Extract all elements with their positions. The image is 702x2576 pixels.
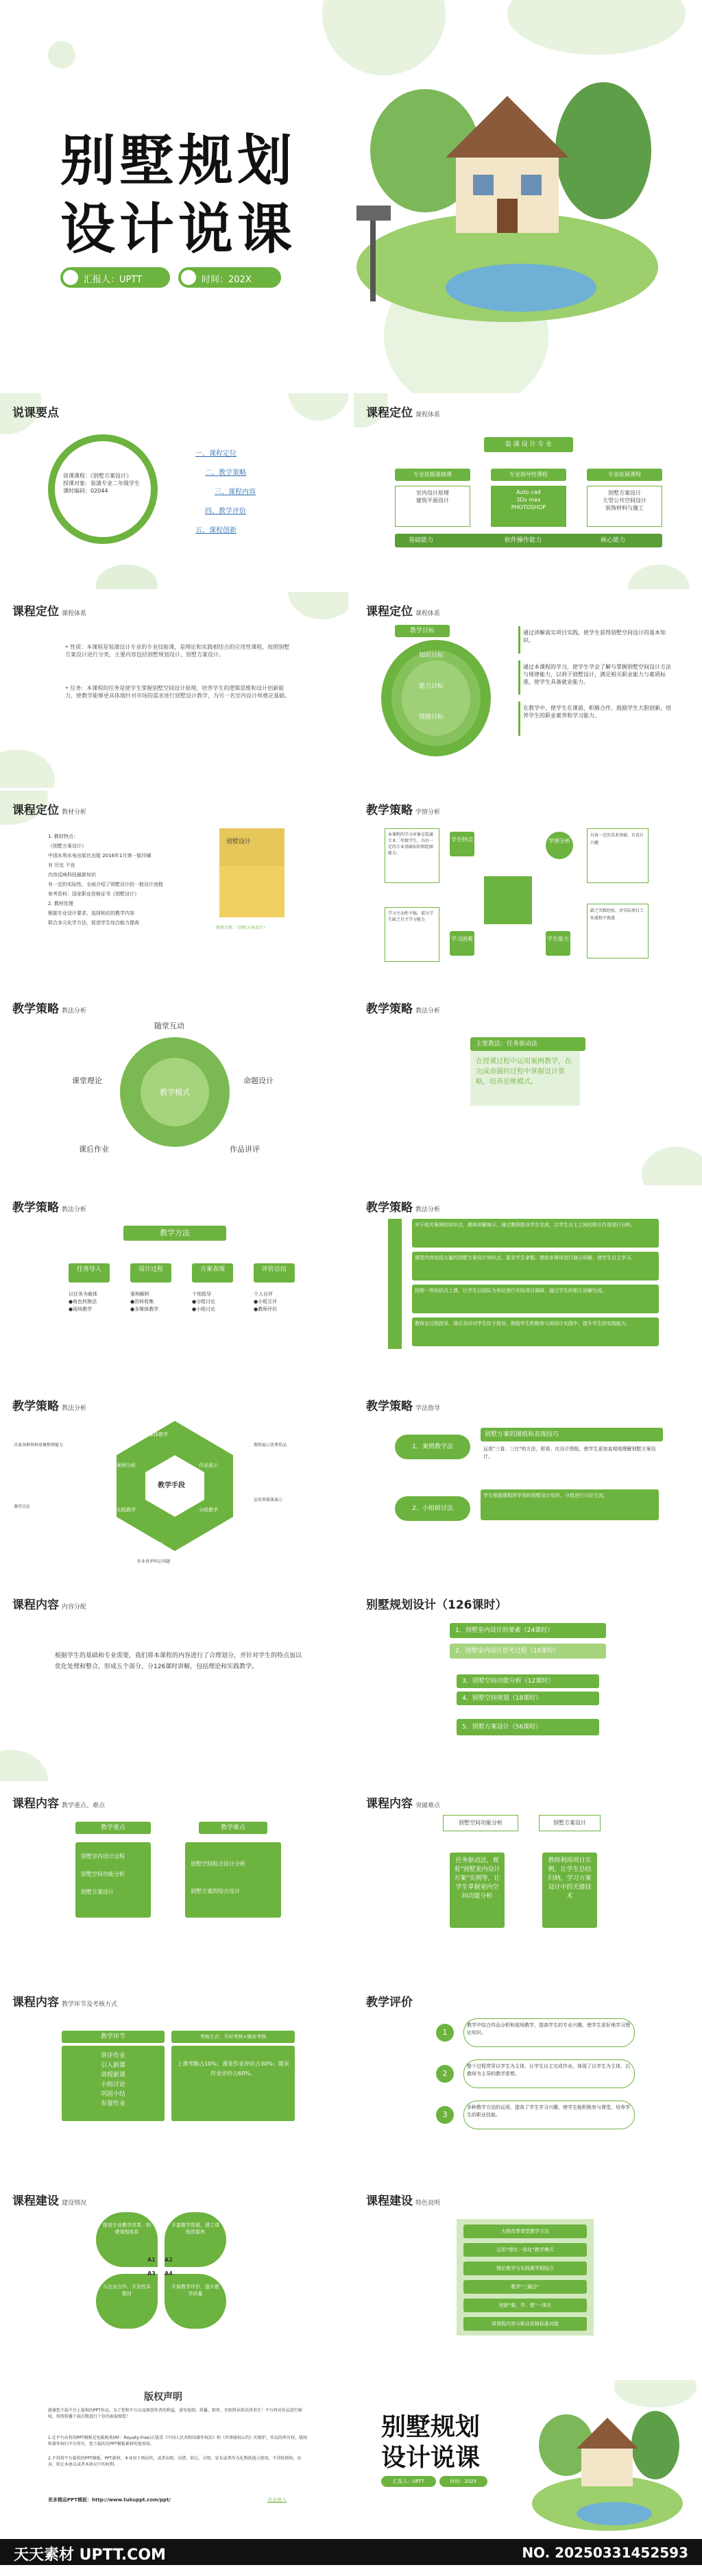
slide-textbook	[0, 791, 348, 987]
nature-text: • 性质：本课程是装潢设计专业的专业技能课，是理论和实践相结合的应用性课程，按照别墅方案设计进行分类，主要内容包括别墅规划设计、别墅方案设计。	[65, 644, 290, 658]
ring-label: 能力目标	[419, 683, 444, 690]
clock-icon	[181, 270, 196, 285]
hex-note: 教师展示优秀作品	[254, 1443, 287, 1448]
hex-center-label: 教学手段	[158, 1482, 185, 1489]
toc-link[interactable]: 四、教学评价	[205, 508, 246, 515]
text-line: 2. 教材处理	[48, 901, 73, 906]
slide-title: 说课要点	[12, 406, 59, 420]
ring-label: 情感目标	[419, 714, 444, 721]
leaf: 与企业合作，开发校本教材	[96, 2274, 158, 2329]
slide-task-driven	[354, 989, 702, 1185]
list-item: 以任务为载体	[69, 1291, 97, 1297]
slide-title: 课程定位 教材分析	[12, 804, 87, 817]
point-item: 别墅空间组合设计分析	[191, 1861, 245, 1867]
method-row: 课堂内容包括大量的别墅方案设计知识点，要求学生掌握。借助多媒体进行演示讲解，使学生自主学习。	[412, 1252, 659, 1280]
point-item: 别墅方案的综合设计	[191, 1888, 240, 1894]
slide-features	[354, 2181, 702, 2377]
method-pill: 1、案例教学法	[395, 1435, 470, 1459]
mode-node: 随堂互动	[154, 1021, 184, 1030]
slide-assessment	[0, 1983, 348, 2179]
col-head: 专业拓展课程	[587, 469, 662, 481]
time-pill	[178, 267, 281, 288]
text-line: 有一定的实际性，全面介绍了别墅设计的一般设计流程	[48, 882, 163, 887]
step-arrow: 方案表现	[192, 1263, 233, 1283]
toc-link[interactable]: 五、课程创新	[195, 527, 237, 534]
feature-row: 将课程内容与职业资格标准对接	[463, 2317, 587, 2331]
hex-part: 作业讲评	[144, 1541, 163, 1547]
method-row: 按照一些知识点上课，让学生以团队为单位进行实际项目调研，通过学生的相互讲解完成。	[412, 1285, 659, 1313]
slide-title: 课程建设 特色说明	[366, 2194, 441, 2208]
slide-course-system	[354, 393, 702, 589]
info-line: 课时编码：02044	[63, 488, 108, 494]
slide-title: 课程定位 课程体系	[366, 406, 441, 420]
end-title-2: 设计说课	[381, 2444, 481, 2472]
step-arrow: 评价总结	[254, 1263, 295, 1283]
point-item: 别墅方案设计	[81, 1889, 114, 1895]
breakthrough-text: 任务驱动法，观看"别墅室内设计方案"实例等，让学生掌握室内空间功能分析	[450, 1853, 505, 1928]
deco-circle	[642, 1147, 702, 1185]
list-item: ●小组互评	[254, 1299, 278, 1304]
text-line: 1. 教材特点：	[48, 834, 78, 839]
slide-method-detail	[354, 1188, 702, 1384]
breakthrough-text: 教师利用项目实例，让学生总结归纳，学习方案设计中的关键技术	[542, 1853, 597, 1928]
toc-link[interactable]: 一、课程定位	[195, 450, 237, 458]
text-line: 中国水利水电出版社出版 2016年1月第一版印刷	[48, 853, 152, 858]
analysis-note: 缺乏实践经验，对实际项目工作流程不熟悉	[587, 904, 649, 958]
deco-circle	[96, 565, 158, 589]
leaf-code: A2	[165, 2257, 173, 2263]
list-item: ●分组讨论	[192, 1299, 216, 1304]
col-head: 考核方式：平时考核+期末考核	[171, 2031, 295, 2043]
col-head: 专业依据基础课	[395, 469, 470, 481]
slide-title: 教学策略 教法分析	[366, 1002, 441, 1016]
deco-circle	[48, 41, 75, 69]
point-item: 别墅空间功能分析	[81, 1871, 125, 1877]
col-head: 教学环节	[62, 2031, 165, 2043]
text-line: 联合多元化学方法，促进学生综合能力提高	[48, 920, 139, 926]
hours-item: 5、别墅方案设计（56课时）	[457, 1719, 599, 1735]
col-head: 别墅方案设计	[539, 1815, 601, 1831]
leaf-code: A3	[147, 2270, 156, 2277]
slide-learner-analysis	[354, 791, 702, 987]
center-tile: 学习困难	[450, 931, 474, 956]
feature-row: 运用"理实一体化"教学模式	[463, 2243, 587, 2257]
cover-title-1: 别墅规划	[60, 129, 296, 193]
deco-circle	[507, 0, 686, 55]
hex-part: 案例分析	[117, 1463, 136, 1468]
list-item: ●现场教学	[69, 1306, 93, 1312]
house-illustration	[343, 48, 672, 336]
watermark-footer	[0, 2539, 702, 2565]
slide-title: 课程内容 教学环节及考核方式	[12, 1996, 118, 2009]
list-item: ●小组讨论	[192, 1306, 216, 1312]
slide-construction	[0, 2181, 348, 2377]
book-caption: 教材名称：《别墅方案设计》	[216, 926, 268, 930]
list-item: 个别指导	[192, 1291, 211, 1297]
cover-slide	[0, 0, 702, 393]
slide-content-allocation	[0, 1585, 348, 1781]
center-tile: 学生特点	[450, 832, 474, 856]
task-text: • 任务：本课程的任务是使学生掌握别墅空间设计原理，培养学生的逻辑思维和设计创新能力，使教学能够更具体地针对市场的需求进行别墅设计教学，为另一名室内设计师奠定基础。	[65, 685, 290, 699]
slide-teaching-mode	[0, 989, 348, 1185]
slide-course-nature	[0, 592, 348, 788]
features-panel	[457, 2219, 594, 2336]
book-title: 别墅设计	[226, 839, 252, 845]
goal-note: 在教学中，使学生在课前，积极合作，鼓励学生大胆创新，培养学生的职业素养和学习能力。	[518, 702, 676, 736]
deco-circle	[0, 1750, 48, 1781]
assessment-text: 上课考勤占10%；课堂作业评价占30%；期末作业评价占60%。	[171, 2046, 295, 2121]
slide-title: 课程内容 突破难点	[366, 1797, 441, 1811]
eval-row: 多种教学方法的运用，提高了学生学习兴趣，使学生能积极参与课堂，培养学生的职业技能。	[463, 2101, 635, 2129]
leaf-code: A4	[165, 2270, 173, 2277]
hex-part: 作品展示	[199, 1463, 218, 1468]
slide-title: 别墅规划设计（126课时）	[366, 1598, 507, 1612]
col-head: 别墅空间功能分析	[443, 1815, 518, 1831]
slide-title: 教学策略 教法分析	[12, 1400, 87, 1413]
method-row: 教师全过程指导，课后及时对学生给予指导，鼓励学生积极参与到设计实践中，提升学生的实践能力。	[412, 1317, 659, 1346]
link-item: 巩固小结	[100, 2091, 125, 2098]
analysis-note: 本课程的学习对象是装潢专业二年级学生，具有一定的专业基础知识和绘图能力。	[385, 828, 439, 883]
method-title: 别墅方案的图纸和表现技巧	[481, 1428, 663, 1441]
col-head: 教学难点	[199, 1822, 267, 1834]
copyright-para: 1.在平台出售的PPT模板是免版税类(RF：Royalty-Free)正版受《中国人民共和国著作权法》和《世界版权公约》的保护，作品的所有权、版权和著作权归平台所有，您下载的是PPT模板素材的使用权。	[48, 2436, 308, 2447]
time-text: 时间：202X	[202, 275, 252, 285]
method-pill: 2、小组研讨法	[395, 1496, 470, 1521]
col-item: Auto cad	[516, 489, 541, 495]
slide-teaching-goals	[354, 592, 702, 788]
step-arrow: 任务导入	[69, 1263, 110, 1283]
list-item: 个人自评	[254, 1291, 273, 1297]
col-item: 3Ds max	[516, 497, 541, 503]
col-item: 建筑平面设计	[416, 497, 449, 504]
goal-note: 通过讲解真实项目实践，使学生获得别墅空间设计的基本知识。	[518, 626, 676, 654]
ring-label: 知识目标	[419, 652, 444, 659]
col-item: PHOTOSHOP	[511, 504, 546, 510]
point-item: 别墅室内设计过程	[81, 1853, 125, 1859]
col-item: 大型公共空间设计	[603, 497, 646, 504]
slide-hours	[354, 1585, 702, 1781]
info-line: 说课课程：《别墅方案设计》	[63, 473, 132, 479]
slide-teaching-means	[0, 1387, 348, 1583]
hex-note: 课堂讨论	[14, 1504, 31, 1509]
slide-title: 课程内容 内容分配	[12, 1598, 87, 1612]
col-head: 专业指导性课程	[491, 469, 566, 481]
slide-title: 课程定位 课程体系	[366, 605, 441, 619]
mode-node: 课后作业	[79, 1145, 109, 1154]
slide-study-guide	[354, 1387, 702, 1583]
list-item: ●角色转换法	[69, 1299, 97, 1304]
feature-row: 大胆改革课堂教学方法	[463, 2225, 587, 2238]
chevron-column	[388, 1219, 402, 1349]
method-row: 对于相关案例的知识点，教师讲解演示，通过教师指导学生完成，以学生自主之间的相互作用进行分析。	[412, 1219, 659, 1248]
slide-title: 教学策略 学法指导	[366, 1400, 441, 1413]
text-line: 《别墅方案设计》	[48, 843, 86, 849]
hex-part: 多媒体教学	[144, 1432, 168, 1437]
list-item: ●多媒体教学	[130, 1306, 159, 1312]
link-item: 讲授新课	[100, 2072, 125, 2079]
slide-title: 课程建设 建设情况	[12, 2194, 87, 2208]
step-arrow: 设计过程	[130, 1263, 171, 1283]
enter-link[interactable]: 点击进入	[267, 2497, 287, 2503]
method-head: 主要教法：任务驱动法	[470, 1037, 585, 1051]
deco-circle	[288, 393, 348, 421]
mode-center-label: 教学模式	[160, 1088, 190, 1097]
list-item: ●资料收集	[130, 1299, 154, 1304]
hex-part: 分组教学	[199, 1507, 218, 1513]
mode-node: 课堂理论	[72, 1076, 102, 1085]
hours-item: 1、别墅室内设计的要素（24课时）	[450, 1623, 606, 1638]
allocation-text: 根据学生的基础和专业需要，我们将本课程的内容进行了合理划分，并针对学生的特点加以优化处理和整合，形成五个部分，分126课时讲解，包括理论和实践教学。	[55, 1652, 302, 1670]
toc-link[interactable]: 三、课程内容	[215, 488, 256, 496]
link-item: 布置作业	[100, 2101, 125, 2107]
cover-title-2: 设计说课	[60, 197, 296, 261]
deco-circle	[628, 565, 690, 589]
link-item: 引入新课	[100, 2062, 125, 2069]
deco-circle	[288, 592, 348, 619]
toc-link[interactable]: 二、教学策略	[205, 469, 246, 477]
leaf: 开展教学评价，提升教学质量	[165, 2274, 226, 2329]
feature-row: 创新"做、学、教"一体化	[463, 2299, 587, 2312]
slide-evaluation	[354, 1983, 702, 2179]
method-desc: 学生根据课程所学到的别墅设计知识，分组进行讨论交流。	[481, 1489, 659, 1520]
slide-title: 课程定位 课程体系	[12, 605, 87, 619]
slide-key-points	[0, 393, 348, 589]
method-desc: 运用"三看、三比"的方法，即看、比设计图纸，使学生更加直观地理解别墅方案设计。	[483, 1446, 656, 1459]
text-line: 有 历史 不良	[48, 863, 75, 868]
hex-note: 运用多媒体演示	[254, 1498, 283, 1502]
presenter-text: 汇报人：UPTT	[84, 275, 143, 285]
hex-note: 作业讲评纠正问题	[137, 1559, 171, 1564]
list-item: ●教师评价	[254, 1306, 278, 1312]
eval-number: 1	[436, 2024, 454, 2042]
list-item: 案例解析	[130, 1291, 149, 1297]
feature-row: 教学"三融合"	[463, 2280, 587, 2294]
slide-title: 教学评价	[366, 1996, 413, 2009]
top-box: 装 潢 设 计 专 业	[484, 437, 573, 452]
col-item: 室内设计原理	[416, 490, 449, 496]
slide-title: 教学策略 学情分析	[366, 804, 441, 817]
house-illustration	[525, 2394, 690, 2538]
user-icon	[63, 270, 78, 285]
slide-title: 教学策略 教法分析	[366, 1201, 441, 1215]
goal-note: 通过本课程的学习，使学生学会了解与掌握别墅空间设计方法与规律能力，以利于别墅设计，满足相关职业能力与素质标准，使学生具备就业能力。	[518, 660, 676, 695]
end-time: 时间：202X	[439, 2476, 487, 2487]
book-cover	[219, 828, 285, 917]
goal-ring-inner	[402, 660, 470, 736]
slide-breakthrough	[354, 1784, 702, 1980]
link-item: 小组讨论	[100, 2081, 125, 2088]
slide-title: 课程内容 教学重点、难点	[12, 1797, 106, 1811]
end-title-1: 别墅规划	[381, 2413, 481, 2441]
slide-title: 教学策略 教法分析	[12, 1002, 87, 1016]
bottom-label: 基础能力	[409, 537, 434, 544]
mode-node: 作品讲评	[230, 1145, 260, 1154]
eval-number: 3	[436, 2106, 454, 2124]
analysis-note: 具备一定的美术基础，有设计兴趣	[587, 828, 649, 883]
watermark-left: 天天素材 UPTT.COM	[14, 2547, 166, 2564]
hex-note: 具备各种资料收集整理能力	[14, 1443, 64, 1448]
method-body: 在授课过程中运用案例教学，在完成命题的过程中掌握设计策略，培养思维模式。	[470, 1051, 580, 1106]
slide-title: 版权声明	[144, 2392, 182, 2403]
col-head: 教学重点	[75, 1822, 151, 1834]
leaf: 丰富教学资源，建立课程资源库	[165, 2212, 226, 2267]
hours-item: 4、别墅空间规划（18课时）	[457, 1692, 599, 1705]
slide-teaching-method	[0, 1188, 348, 1384]
hours-item: 3、别墅空间功能分析（12课时）	[457, 1674, 599, 1688]
book-art	[219, 866, 285, 917]
info-line: 授课对象：装潢专业二年级学生	[63, 480, 140, 486]
col-item: 装饰材料与施工	[605, 505, 644, 511]
mode-node: 命题设计	[243, 1076, 274, 1085]
text-line: 参考资料：国家职业资格证书《别墅设计》	[48, 891, 139, 897]
presenter-pill	[60, 267, 170, 288]
goal-label: 教学目标	[395, 625, 450, 637]
hex-part: 实践教学	[117, 1507, 136, 1513]
center-tile: 学情分析	[546, 832, 573, 859]
feature-row: 理论教学与实践教学相结合	[463, 2262, 587, 2275]
bottom-bar	[395, 534, 662, 547]
leaf-code: A1	[147, 2257, 156, 2263]
center-tile: 学生能力	[546, 931, 570, 956]
watermark-right: NO. 20250331452593	[522, 2544, 688, 2561]
copyright-para: 2.不得将平台提供的PPT模板、PPT素材，本身用于再出售，或者出租、出借、转让、分销、发布或者作为礼物供他人使用，不得转授权、出卖、转让本协议或者本协议中的权利。	[48, 2456, 302, 2467]
deco-circle	[0, 750, 55, 788]
eval-row: 整个过程贯穿以学生为主体，让学生自主完成作业，体现了以学生为主体，以教师为主导的教学思想。	[463, 2059, 635, 2088]
analysis-note: 学习主动性不强，部分学生缺乏自主学习能力	[385, 907, 439, 962]
slide-title: 教学策略 教法分析	[12, 1201, 87, 1215]
text-line: 内容反映科技最新知识	[48, 872, 96, 878]
hours-item: 2、别墅室内设计思考过程（16课时）	[450, 1644, 606, 1659]
bottom-label: 软件操作能力	[505, 537, 542, 544]
bottom-label: 核心能力	[601, 537, 626, 544]
puzzle-center	[484, 876, 532, 924]
method-head: 教学方法	[123, 1226, 226, 1241]
slide-key-difficult	[0, 1784, 348, 1980]
end-presenter: 汇报人：UPTT	[381, 2476, 436, 2487]
leaf: 推进专业教学改革，构建课程体系	[96, 2212, 158, 2267]
link-item: 讲评作业	[100, 2053, 125, 2059]
eval-row: 教学中结合作品分析和现场教学，提高学生的专业兴趣，使学生更好地学习理论知识。	[463, 2018, 635, 2047]
eval-number: 2	[436, 2065, 454, 2083]
copyright-para: 感谢您下载平台上提供的PPT作品，为了您和平台以及原创作者的利益，请勿复制、传播、销售，否则将承担法律责任！平台将对作品进行维权，按照传播下载次数进行十倍的索取赔偿！	[48, 2408, 302, 2419]
text-line: 根据专业设计要求，选择相应的教学内容	[48, 911, 134, 916]
mode-center	[141, 1058, 209, 1126]
more-link[interactable]: 更多精品PPT模板：http://www.tukuppt.com/ppt/	[48, 2497, 171, 2503]
col-item: 别墅方案设计	[608, 490, 641, 496]
